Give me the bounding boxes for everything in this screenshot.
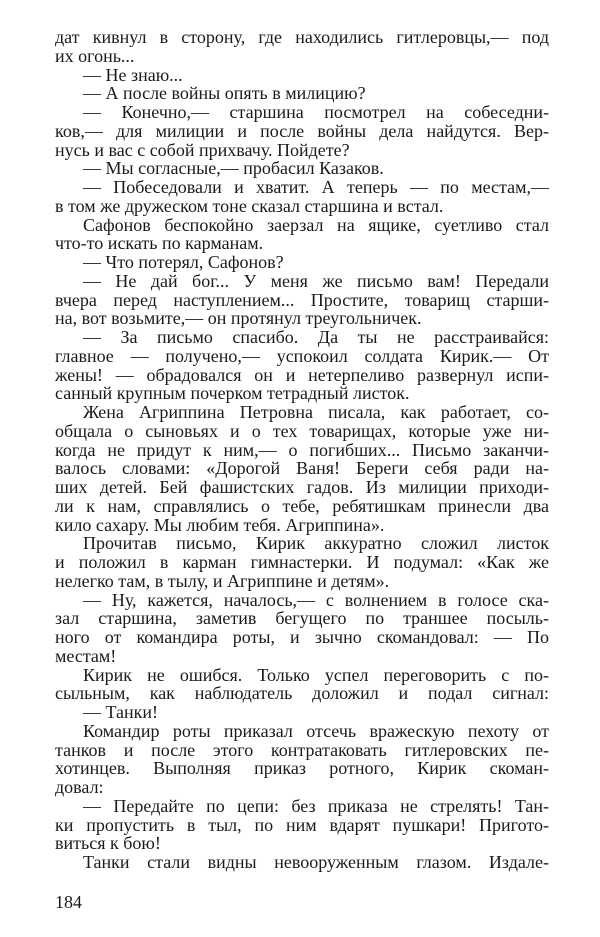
paragraph [55,722,549,797]
text-line: когда не придут к ним,— о погибших... Письмо заканчи- [55,439,549,460]
text-line: местам! [55,645,117,666]
text-line: валось словами: «Дорогой Ваня! Береги себя ради на- [55,458,549,479]
text-line: — Конечно,— старшина посмотрел на собеседни- [83,102,549,122]
text-line: сыльным, как наблюдатель доложил и подал сигнал: [55,683,549,704]
paragraph [55,591,549,666]
text-line: танков и после этого контратаковать гитлеровских пе- [55,739,549,760]
paragraph [55,403,549,534]
paragraph [55,666,549,704]
text-line: довал: [55,777,104,797]
text-line: Кирик не ошибся. Только успел переговорить с по- [83,664,549,685]
text-line: — Ну, кажется, началось,— с волнением в голосе ска- [83,589,549,610]
paragraph [55,328,549,403]
text-line: ки пропустить в тыл, по ним вдарят пушкари! Пригото- [55,814,549,835]
text-line: жены! — обрадовался он и нетерпеливо развернул испи- [55,364,549,385]
text-line: — А после войны опять в милицию? [83,83,366,104]
text-line: Сафонов беспокойно заерзал на ящике, суетливо стал [83,214,549,235]
paragraph [55,703,549,722]
text-line: Жена Агриппина Петровна писала, как работает, со- [83,402,549,422]
text-line: — Не знаю... [83,64,183,85]
text-line: главное — получено,— успокоил солдата Кирик.— От [55,345,549,366]
text-line: санный крупным почерком тетрадный листок. [55,383,410,404]
paragraph [55,853,549,872]
text-line: хотинцев. Выполняя приказ ротного, Кирик скоман- [55,758,549,779]
paragraph [55,84,549,103]
text-line: виться к бою! [55,833,161,854]
text-line: нелегко там, в тылу, и Агриппине и детям». [55,570,390,591]
text-line: Танки стали видны невооруженным глазом. Издале- [83,852,549,872]
paragraph [55,272,549,328]
paragraph [55,103,549,159]
text-line: Прочитав письмо, Кирик аккуратно сложил листок [83,533,549,554]
text-line: и положил в карман гимнастерки. И подумал: «Как же [55,552,549,572]
text-line: — Передайте по цепи: без приказа не стрелять! Тан- [83,795,549,816]
text-line: ших детей. Бей фашистских гадов. Из милиции приходи- [55,477,549,497]
page-body-text [55,28,549,872]
page-number: 184 [55,892,82,912]
text-line: на, вот возьмите,— он протянул треугольничек. [55,308,422,329]
text-line: зал старшина, заметив бегущего по траншее посыль- [55,608,549,629]
text-line: их огонь... [55,45,135,66]
text-line: ков,— для милиции и после войны дела найдутся. Вер- [55,120,549,141]
text-line: — Мы согласные,— пробасил Казаков. [83,158,384,179]
text-line: — За письмо спасибо. Да ты не расстраивайся: [83,327,549,347]
text-line: в том же дружеском тоне сказал старшина и встал. [55,195,444,216]
text-line: общала о сыновьях и о тех товарищах, которые уже ни- [55,420,549,441]
paragraph [55,216,549,254]
text-line: что-то искать по карманам. [55,233,264,254]
text-line: — Побеседовали и хватит. А теперь — по местам,— [83,177,549,197]
paragraph [55,253,549,272]
paragraph [55,28,549,66]
paragraph [55,534,549,590]
text-line: ного от командира роты, и зычно скомандовал: — По [55,627,549,647]
text-line: ли к нам, справлялись о тебе, ребятишкам принесли два [55,495,549,516]
text-line: — Не дай бог... У меня же письмо вам! Передали [83,270,549,291]
text-line: кило сахару. Мы любим тебя. Агриппина». [55,514,385,535]
paragraph [55,797,549,853]
paragraph [55,159,549,178]
text-line: нусь и вас с собой прихвачу. Пойдете? [55,139,350,160]
text-line: — Что потерял, Сафонов? [83,252,284,272]
text-line: — Танки! [83,702,159,722]
text-line: Командир роты приказал отсечь вражескую пехоту от [83,720,549,741]
text-line: дат кивнул в сторону, где находились гитлеровцы,— под [55,27,549,47]
paragraph [55,178,549,216]
text-line: вчера перед наступлением... Простите, товарищ старши- [55,289,549,310]
paragraph [55,66,549,85]
